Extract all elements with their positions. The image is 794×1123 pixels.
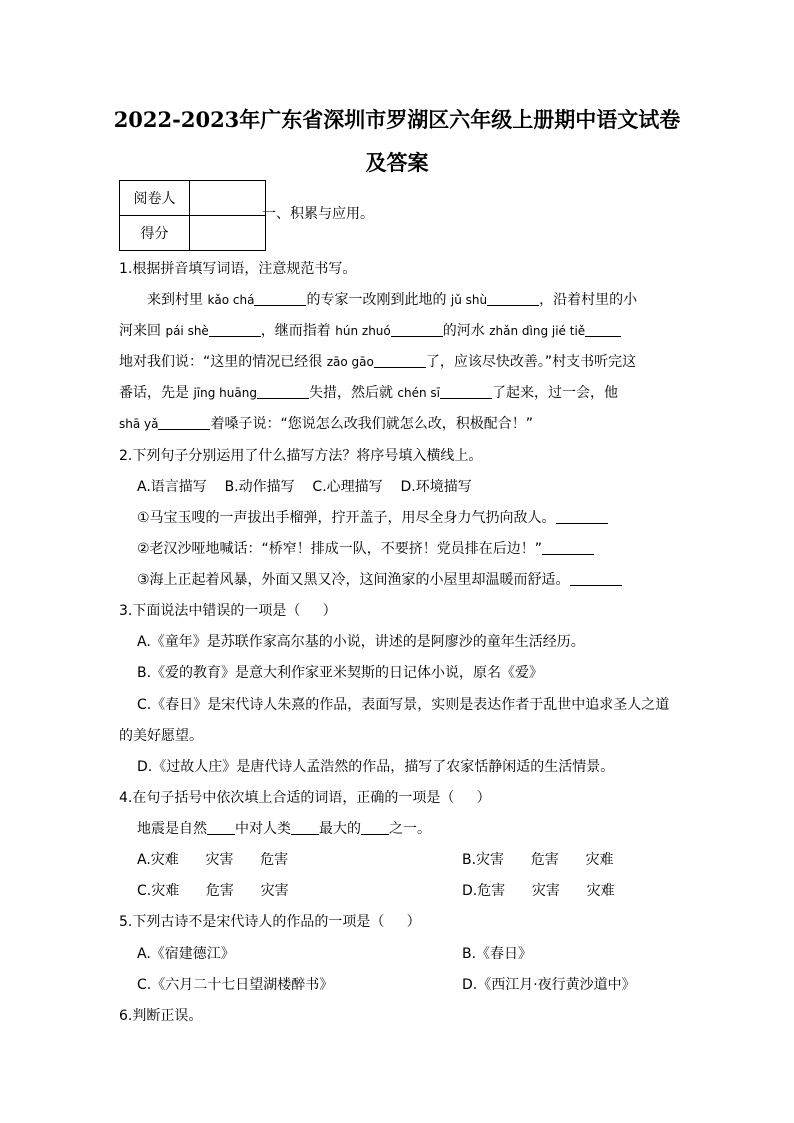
- q4-option-a: A.灾难 灾害 危害: [137, 852, 289, 868]
- q5-option-d: D.《西江月·夜行黄沙道中》: [462, 977, 636, 993]
- q2-sentence-1: ①马宝玉嗖的一声拔出手榴弹，拧开盖子，用尽全身力气扔向敌人。: [137, 508, 608, 528]
- q5-option-c: C.《六月二十七日望湖楼醉书》: [137, 977, 334, 993]
- q3-option-c: C.《春日》是宋代诗人朱熹的作品，表面写景，实则是表达作者于乱世中追求圣人之道: [137, 697, 670, 713]
- answer-blank[interactable]: [254, 290, 306, 306]
- answer-blank: [291, 819, 319, 835]
- q2-options: A.语言描写 B.动作描写 C.心理描写 D.环境描写: [137, 479, 472, 495]
- answer-blank: [207, 819, 235, 835]
- answer-blank: [361, 819, 389, 835]
- q4-option-b: B.灾害 危害 灾难: [462, 852, 614, 868]
- reviewer-label: 阅卷人: [120, 181, 190, 216]
- page-title: 2022-2023年广东省深圳市罗湖区六年级上册期中语文试卷: [113, 107, 681, 132]
- pinyin: jīng huāng: [193, 386, 257, 400]
- q4-option-c: C.灾难 危害 灾害: [137, 883, 289, 899]
- question-6-prompt: 6.判断正误。: [119, 1008, 203, 1024]
- answer-blank[interactable]: [487, 290, 539, 306]
- q2-sentence-3: ③海上正起着风暴，外面又黑又冷，这间渔家的小屋里却温暖而舒适。: [137, 570, 622, 590]
- q1-line-1: 来到村里 kǎo chá 的专家一改刚到此地的 jǔ shù ，沿着村里的小: [147, 292, 638, 308]
- q4-sentence: 地震是自然 中对人类 最大的 之一。: [137, 821, 431, 837]
- page-title-line2: 及答案: [365, 150, 429, 175]
- answer-blank[interactable]: [570, 570, 622, 586]
- answer-blank[interactable]: [440, 383, 492, 399]
- q3-option-a: A.《童年》是苏联作家高尔基的小说，讲述的是阿廖沙的童年生活经历。: [137, 634, 585, 650]
- answer-blank[interactable]: [556, 508, 608, 524]
- pinyin: hún zhuó: [335, 324, 391, 338]
- answer-blank[interactable]: [158, 414, 210, 430]
- q2-sentence-2: ②老汉沙哑地喊话：“桥窄！排成一队，不要挤！党员排在后边！”: [137, 539, 594, 559]
- question-4-prompt: 4.在句子括号中依次填上合适的词语，正确的一项是（ ）: [119, 790, 491, 806]
- q3-option-d: D.《过故人庄》是唐代诗人孟浩然的作品，描写了农家恬静闲适的生活情景。: [137, 759, 615, 775]
- answer-blank[interactable]: [374, 352, 426, 368]
- question-5-prompt: 5.下列古诗不是宋代诗人的作品的一项是（ ）: [119, 914, 421, 930]
- pinyin: pái shè: [165, 324, 209, 338]
- question-1-prompt: 1.根据拼音填写词语，注意规范书写。: [119, 261, 357, 277]
- q1-line-2: 河来回 pái shè ，继而指着 hún zhuó 的河水 zhǎn dìng jié tiě: [119, 321, 621, 341]
- q1-line-3: 地对我们说：“这里的情况已经很 zāo gāo 了，应该尽快改善。”村支书听完这: [119, 354, 637, 370]
- q5-option-a: A.《宿建德江》: [137, 946, 235, 962]
- pinyin: kǎo chá: [207, 293, 255, 307]
- q3-option-b: B.《爱的教育》是意大利作家亚米契斯的日记体小说，原名《爱》: [137, 665, 544, 681]
- score-label: 得分: [120, 216, 190, 251]
- answer-blank[interactable]: [542, 539, 594, 555]
- q5-option-b: B.《春日》: [462, 946, 533, 962]
- q4-option-d: D.危害 灾害 灾难: [462, 883, 615, 899]
- pinyin: jǔ shù: [450, 293, 488, 307]
- pinyin: shā yǎ: [119, 417, 159, 431]
- q1-line-4: 番话，先是 jīng huāng 失措，然后就 chén sī 了起来，过一会，他: [119, 385, 618, 401]
- pinyin: zāo gāo: [326, 355, 374, 369]
- pinyin: chén sī: [397, 386, 440, 400]
- answer-blank[interactable]: [391, 321, 443, 337]
- pinyin: zhǎn dìng jié tiě: [489, 324, 586, 338]
- question-2-prompt: 2.下列句子分别运用了什么描写方法？将序号填入横线上。: [119, 448, 483, 464]
- section-heading: 一、积累与应用。: [262, 206, 374, 222]
- score-field[interactable]: [190, 216, 266, 251]
- answer-blank[interactable]: [585, 321, 621, 337]
- answer-blank[interactable]: [209, 321, 261, 337]
- reviewer-field[interactable]: [190, 181, 266, 216]
- score-table: [119, 180, 266, 251]
- question-3-prompt: 3.下面说法中错误的一项是（ ）: [119, 603, 337, 619]
- answer-blank[interactable]: [257, 383, 309, 399]
- q3-option-c-cont: 的美好愿望。: [119, 728, 203, 744]
- q1-line-5: shā yǎ 着嗓子说：“您说怎么改我们就怎么改，积极配合！”: [119, 416, 533, 432]
